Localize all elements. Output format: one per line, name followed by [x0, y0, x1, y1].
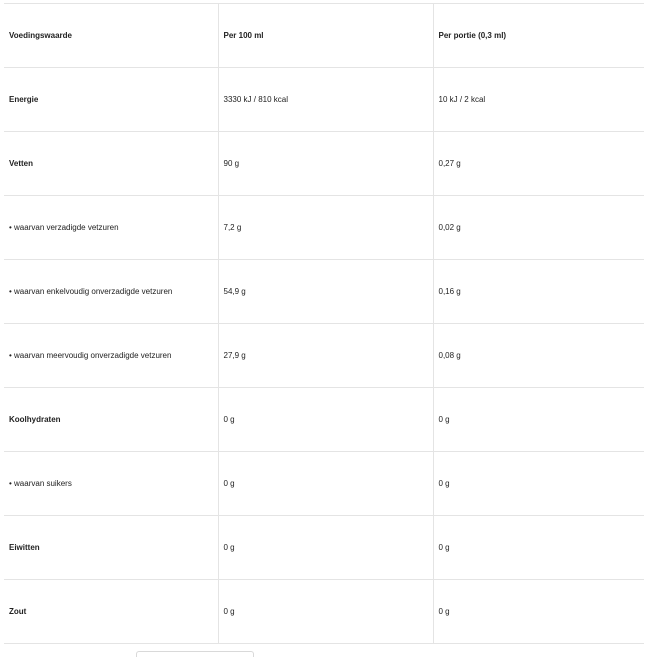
cell-per-100ml: 54,9 g — [218, 260, 433, 324]
header-per-portion: Per portie (0,3 ml) — [433, 4, 644, 68]
cell-per-portion: 0,16 g — [433, 260, 644, 324]
nutrition-table — [4, 3, 644, 644]
row-label-polyunsaturated-fats: • waarvan meervoudig onverzadigde vetzuren — [4, 324, 218, 388]
header-nutrient: Voedingswaarde — [4, 4, 218, 68]
cell-per-portion: 0,27 g — [433, 132, 644, 196]
cell-per-portion: 0 g — [433, 388, 644, 452]
cell-per-portion: 10 kJ / 2 kcal — [433, 68, 644, 132]
table-row — [4, 260, 644, 324]
cell-per-100ml: 0 g — [218, 516, 433, 580]
header-per-100ml: Per 100 ml — [218, 4, 433, 68]
row-label-energy: Energie — [4, 68, 218, 132]
cell-per-portion: 0,02 g — [433, 196, 644, 260]
row-label-proteins: Eiwitten — [4, 516, 218, 580]
cell-per-portion: 0 g — [433, 580, 644, 644]
table-row — [4, 132, 644, 196]
cell-per-100ml: 0 g — [218, 452, 433, 516]
cell-per-portion: 0,08 g — [433, 324, 644, 388]
cell-per-100ml: 7,2 g — [218, 196, 433, 260]
cell-per-100ml: 0 g — [218, 388, 433, 452]
table-row — [4, 580, 644, 644]
table-row — [4, 68, 644, 132]
cell-per-portion: 0 g — [433, 516, 644, 580]
table-row — [4, 324, 644, 388]
table-row — [4, 516, 644, 580]
cell-per-100ml: 27,9 g — [218, 324, 433, 388]
table-row — [4, 452, 644, 516]
row-label-saturated-fats: • waarvan verzadigde vetzuren — [4, 196, 218, 260]
cut-off-element-edge — [136, 651, 254, 657]
cell-per-100ml: 3330 kJ / 810 kcal — [218, 68, 433, 132]
cell-per-100ml: 0 g — [218, 580, 433, 644]
cell-per-100ml: 90 g — [218, 132, 433, 196]
row-label-fats: Vetten — [4, 132, 218, 196]
cell-per-portion: 0 g — [433, 452, 644, 516]
table-row — [4, 196, 644, 260]
row-label-monounsaturated-fats: • waarvan enkelvoudig onverzadigde vetzuren — [4, 260, 218, 324]
table-header-row — [4, 4, 644, 68]
row-label-salt: Zout — [4, 580, 218, 644]
table-row — [4, 388, 644, 452]
row-label-sugars: • waarvan suikers — [4, 452, 218, 516]
row-label-carbohydrates: Koolhydraten — [4, 388, 218, 452]
